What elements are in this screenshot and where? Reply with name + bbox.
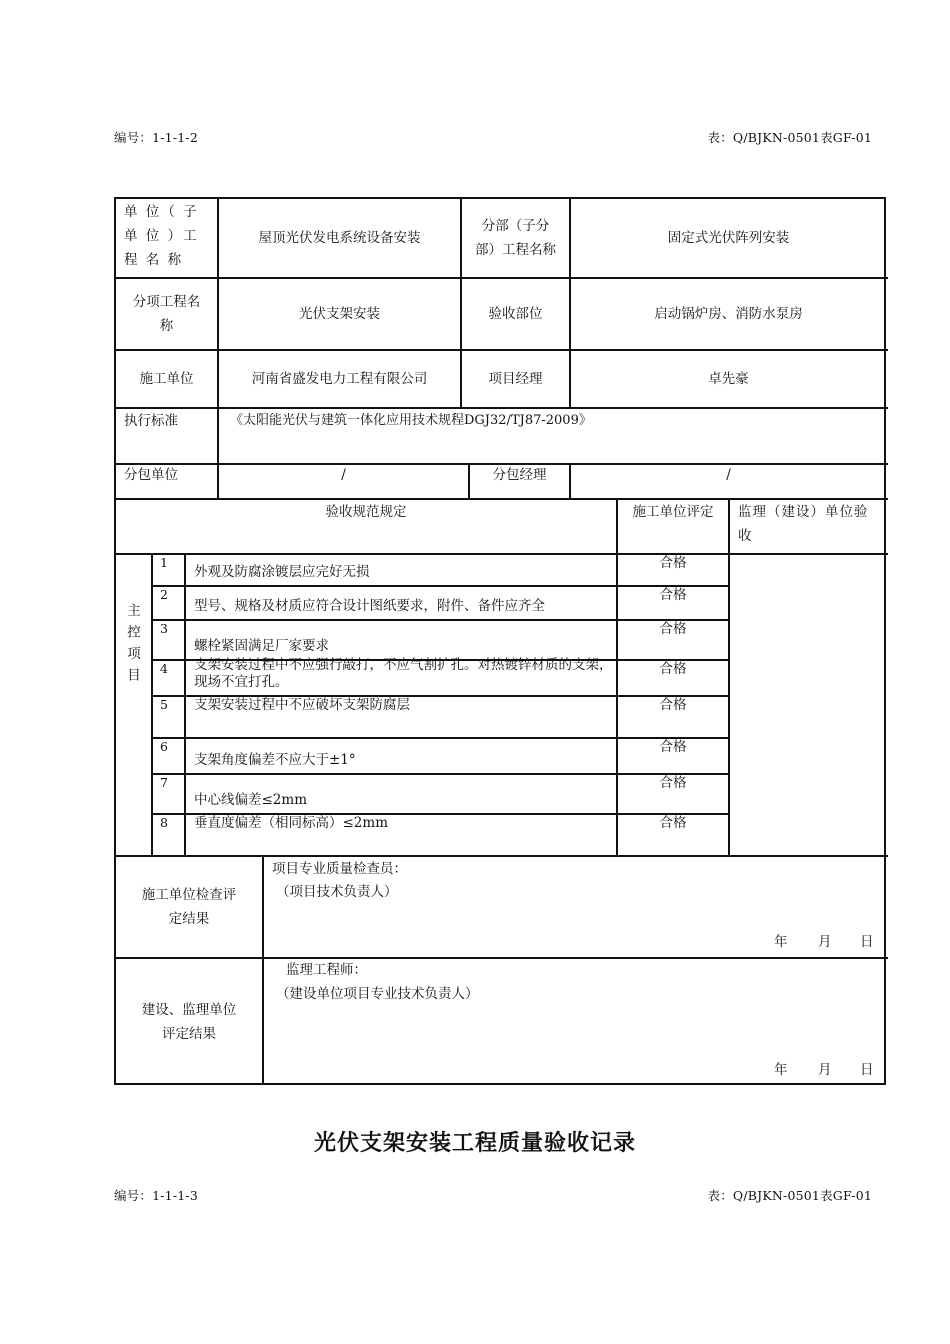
spec-header: 验收规范规定 bbox=[325, 504, 407, 520]
document-title: 光伏支架安装工程质量验收记录 bbox=[313, 1130, 636, 1156]
item-number: 2 bbox=[160, 587, 168, 602]
owner-technical-lead-line: （建设单位项目专业技术负责人） bbox=[276, 986, 479, 1002]
contractor-value: 河南省盛发电力工程有限公司 bbox=[251, 371, 428, 387]
item-result: 合格 bbox=[659, 555, 687, 571]
acceptance-location-label: 验收部位 bbox=[488, 306, 543, 322]
subitem-label: 分项工程名称 bbox=[132, 294, 201, 334]
item-number: 5 bbox=[160, 697, 168, 712]
item-requirement bbox=[194, 815, 614, 855]
item-requirement bbox=[194, 697, 614, 737]
subcontractor-label: 分包单位 bbox=[124, 467, 178, 483]
item-number: 3 bbox=[160, 621, 168, 636]
item-result: 合格 bbox=[659, 697, 687, 713]
item-requirement-text: 支架角度偏差不应大于±1° bbox=[194, 752, 356, 768]
item-result: 合格 bbox=[659, 661, 687, 677]
month-label: 月 bbox=[818, 934, 832, 950]
contractor-label: 施工单位 bbox=[139, 371, 194, 387]
supervising-engineer-line: 监理工程师： bbox=[286, 962, 367, 978]
form-code: 表：Q/BJKN-0501表GF-01 bbox=[707, 130, 872, 145]
supervisor-result-label: 建设、监理单位评定结果 bbox=[141, 1002, 237, 1042]
project-manager-value: 卓先豪 bbox=[708, 371, 749, 387]
item-requirement-text: 螺栓紧固满足厂家要求 bbox=[194, 638, 329, 654]
item-number: 8 bbox=[160, 815, 168, 830]
item-requirement bbox=[194, 775, 614, 813]
doc-number: 编号：1-1-1-2 bbox=[114, 130, 198, 145]
inspection-table bbox=[114, 197, 886, 1085]
item-requirement bbox=[194, 621, 614, 659]
day-label: 日 bbox=[860, 934, 874, 950]
item-result: 合格 bbox=[659, 739, 687, 755]
subcontract-manager-label: 分包经理 bbox=[492, 467, 547, 483]
unit-project-label: 单 位（ 子 单 位 ）工 程 名 称 bbox=[124, 204, 199, 268]
project-manager-label: 项目经理 bbox=[488, 371, 543, 387]
item-number: 7 bbox=[160, 775, 168, 790]
item-result: 合格 bbox=[659, 621, 687, 637]
item-requirement bbox=[194, 739, 614, 773]
main-control-label: 主控项目 bbox=[124, 603, 140, 689]
item-requirement-text: 型号、规格及材质应符合设计图纸要求，附件、备件应齐全 bbox=[194, 598, 545, 614]
month-label: 月 bbox=[818, 1062, 832, 1078]
day-label: 日 bbox=[860, 1062, 874, 1078]
item-number: 1 bbox=[160, 555, 168, 570]
item-requirement bbox=[194, 587, 614, 619]
item-requirement-text: 支架安装过程中不应强行敲打，不应气割扩孔。对热镀锌材质的支架，现场不宜打孔。 bbox=[194, 657, 613, 690]
subitem-value: 光伏支架安装 bbox=[299, 306, 380, 322]
doc-number: 编号：1-1-1-3 bbox=[114, 1188, 198, 1203]
quality-inspector-line: 项目专业质量检查员： bbox=[272, 861, 407, 877]
standard-label: 执行标准 bbox=[124, 413, 178, 429]
item-requirement bbox=[194, 657, 614, 695]
item-requirement-text: 垂直度偏差（相同标高）≤2mm bbox=[194, 815, 389, 831]
item-result: 合格 bbox=[659, 815, 687, 831]
standard-value: 《太阳能光伏与建筑一体化应用技术规程DGJ32/TJ87-2009》 bbox=[230, 413, 592, 428]
item-result: 合格 bbox=[659, 775, 687, 791]
contractor-result-label: 施工单位检查评定结果 bbox=[141, 887, 237, 927]
subcontract-manager-value: / bbox=[726, 467, 731, 483]
item-requirement-text: 中心线偏差≤2mm bbox=[194, 792, 308, 808]
item-requirement bbox=[194, 555, 614, 585]
item-number: 6 bbox=[160, 739, 168, 754]
division-label: 分部（子分部）工程名称 bbox=[475, 218, 556, 258]
division-value: 固定式光伏阵列安装 bbox=[667, 230, 790, 246]
acceptance-location-value: 启动锅炉房、消防水泵房 bbox=[654, 306, 803, 322]
unit-project-value: 屋顶光伏发电系统设备安装 bbox=[258, 230, 421, 246]
item-result: 合格 bbox=[659, 587, 687, 603]
form-code: 表：Q/BJKN-0501表GF-01 bbox=[707, 1188, 872, 1203]
technical-lead-line: （项目技术负责人） bbox=[276, 884, 398, 900]
contractor-eval-header: 施工单位评定 bbox=[632, 504, 714, 520]
year-label: 年 bbox=[774, 934, 788, 950]
item-number: 4 bbox=[160, 661, 168, 676]
supervisor-eval-header: 监理（建设）单位验收 bbox=[738, 504, 869, 544]
year-label: 年 bbox=[774, 1062, 788, 1078]
item-requirement-text: 外观及防腐涂镀层应完好无损 bbox=[194, 564, 370, 580]
item-requirement-text: 支架安装过程中不应破坏支架防腐层 bbox=[194, 697, 410, 713]
subcontractor-value: / bbox=[341, 467, 346, 483]
